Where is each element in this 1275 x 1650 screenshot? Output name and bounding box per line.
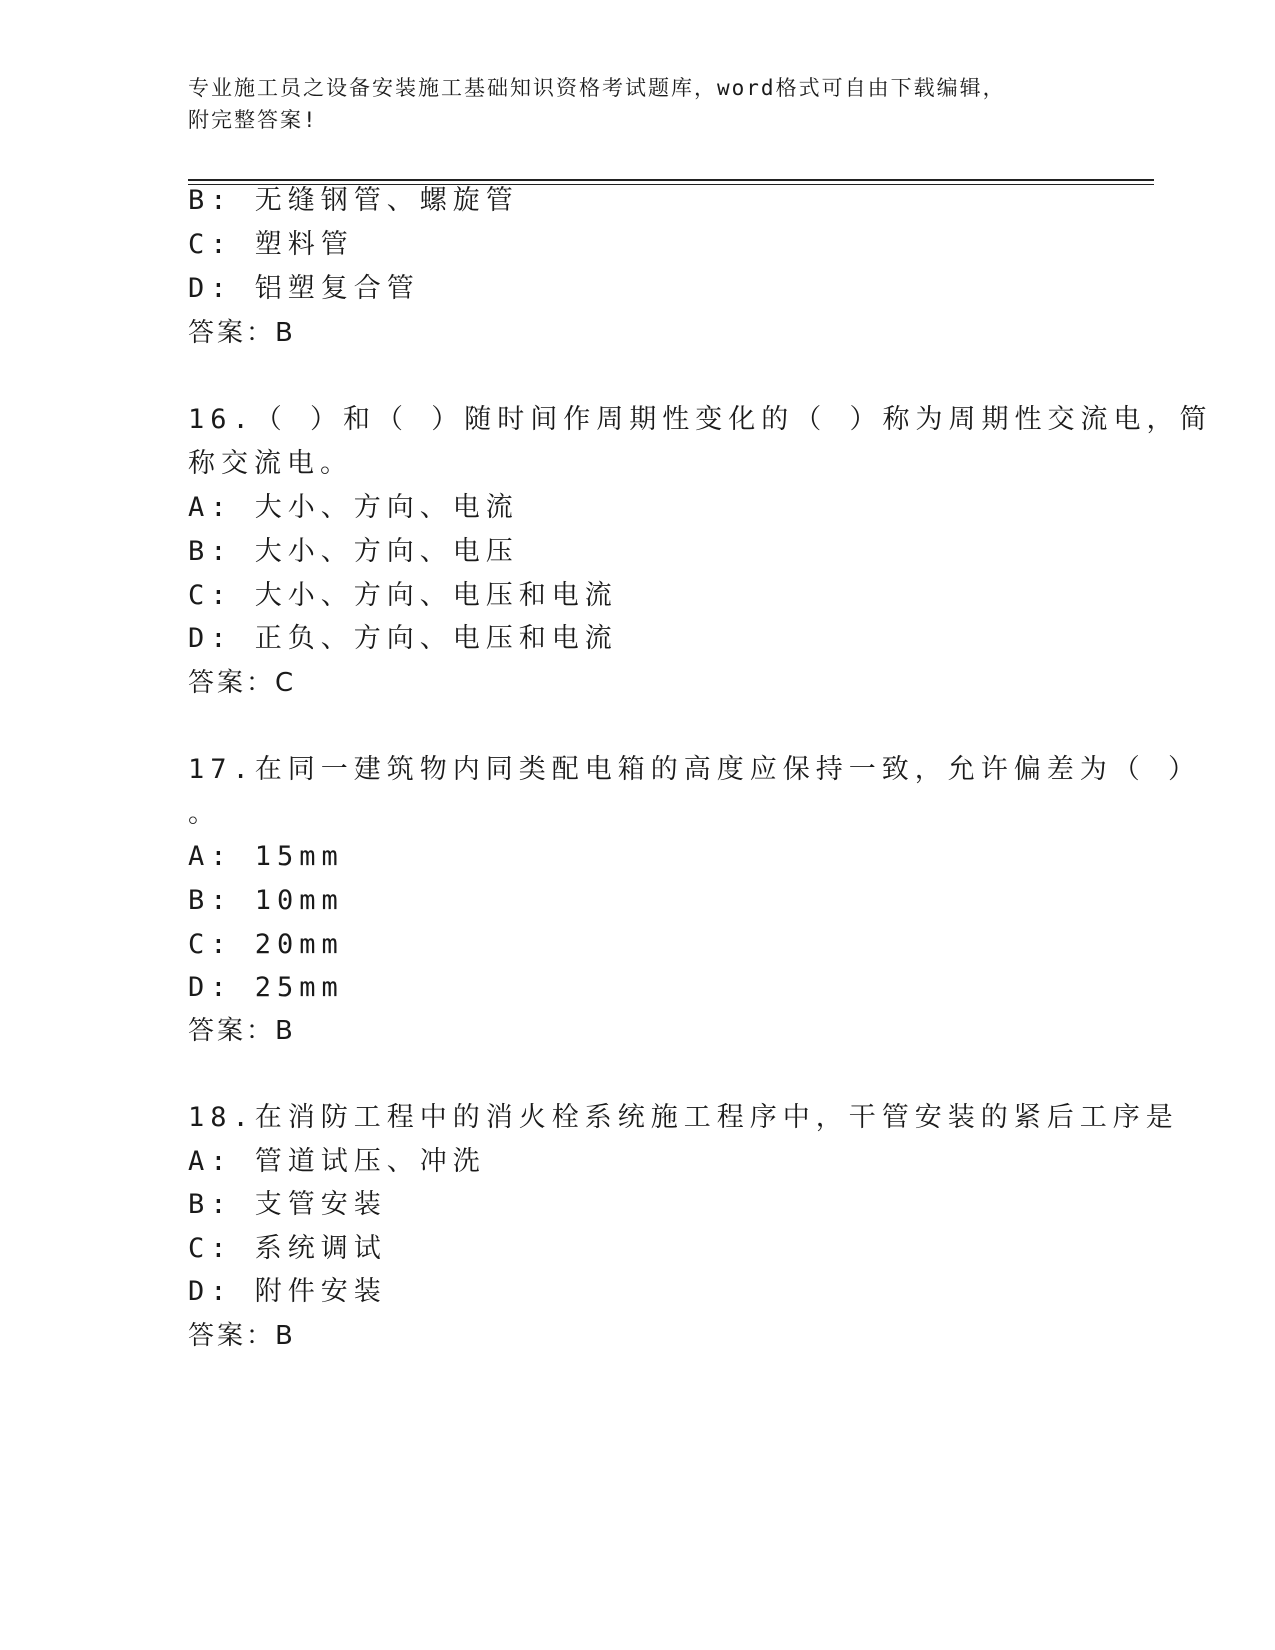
- q15-answer: 答案：B: [188, 318, 296, 348]
- header-line-1: 专业施工员之设备安装施工基础知识资格考试题库，word格式可自由下载编辑，: [188, 76, 1006, 100]
- q16-stem-line-2: 称交流电。: [188, 448, 353, 479]
- q15-option-b: B: 无缝钢管、螺旋管: [188, 185, 519, 216]
- q18-option-d: D: 附件安装: [188, 1276, 387, 1307]
- q15-option-d: D: 铝塑复合管: [188, 273, 420, 304]
- q16-option-b: B: 大小、方向、电压: [188, 536, 519, 567]
- q18-option-c: C: 系统调试: [188, 1233, 387, 1264]
- q16-option-c: C: 大小、方向、电压和电流: [188, 580, 618, 611]
- q17-answer: 答案：B: [188, 1016, 296, 1046]
- q16-option-a: A: 大小、方向、电流: [188, 492, 519, 523]
- q18-answer: 答案：B: [188, 1321, 296, 1351]
- document-header: [188, 72, 1068, 136]
- q16-option-d: D: 正负、方向、电压和电流: [188, 623, 618, 654]
- q18-option-a: A: 管道试压、冲洗: [188, 1146, 486, 1177]
- q17-stem-line-2: 。: [188, 798, 221, 829]
- q17-option-d: D: 25mm: [188, 972, 344, 1003]
- header-divider-thick: [188, 179, 1154, 181]
- q18-option-b: B: 支管安装: [188, 1189, 387, 1220]
- header-line-2: 附完整答案!: [188, 108, 318, 132]
- q17-stem-line-1: 17.在同一建筑物内同类配电箱的高度应保持一致，允许偏差为（ ）: [188, 754, 1202, 785]
- q17-option-b: B: 10mm: [188, 885, 344, 916]
- q16-stem-line-1: 16.（ ）和（ ）随时间作周期性变化的（ ）称为周期性交流电，简: [188, 404, 1213, 435]
- q16-answer: 答案：C: [188, 668, 297, 698]
- q17-option-a: A: 15mm: [188, 841, 344, 872]
- q18-stem-line-1: 18.在消防工程中的消火栓系统施工程序中，干管安装的紧后工序是: [188, 1102, 1179, 1133]
- q15-option-c: C: 塑料管: [188, 229, 354, 260]
- q17-option-c: C: 20mm: [188, 929, 344, 960]
